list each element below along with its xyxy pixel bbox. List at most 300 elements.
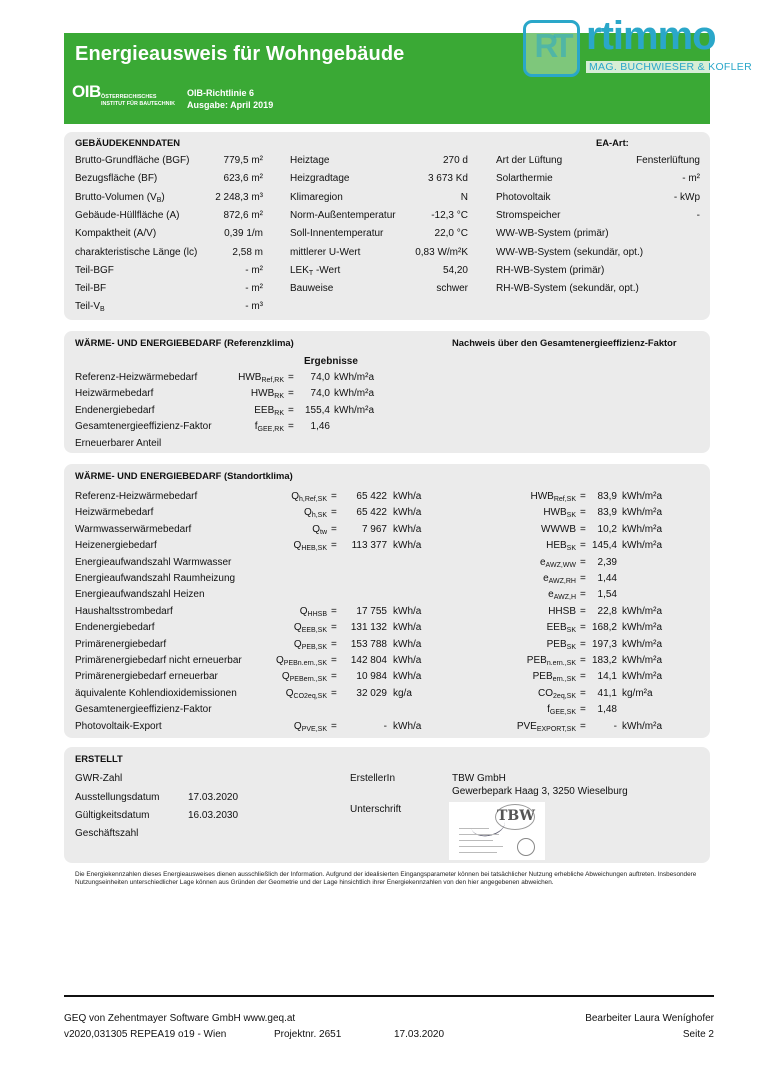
gebaeude-label-text: Bezugsfläche (BF) [75,173,158,185]
sk-symbol-specific-main: HWB [530,491,554,502]
sk-symbol [245,721,327,733]
sk-symbol-specific-main: e [548,589,554,601]
sk-symbol-specific [470,557,576,569]
oib-institute-line-1: ÖSTERREICHISCHES [101,94,157,100]
sk-symbol-main: Q [299,605,308,617]
ausstellungsdatum-value: 17.03.2020 [188,792,239,803]
sk-symbol-subscript: HHSB [307,610,327,618]
oib-institute-line-2: INSTITUT FÜR BAUTECHNIK [101,100,175,107]
sk-equals: = [331,687,337,699]
ref-label: Endenergiebedarf [75,404,155,416]
klima-label [290,155,329,166]
klima-label-suffix: -Wert [313,264,341,276]
sk-symbol-subscript: h,Ref,SK [298,496,327,503]
sk-label: Warmwasserwärmebedarf [75,523,192,535]
klima-label [290,265,340,277]
oib-logo: OIB [72,82,101,101]
sk-symbol [245,540,327,552]
sk-label: äquivalente Kohlendioxidemissionen [75,687,237,699]
klima-value: 22,0 °C [434,228,468,240]
ref-value: 74,0 [310,388,330,400]
footer-page-number: Seite 2 [682,1029,714,1040]
document-title: Energieausweis für Wohngebäude [75,43,405,65]
gebaeude-value: 0,39 1/m [224,228,263,240]
ref-symbol-main: HWB [238,372,262,383]
klima-label-text: mittlerer U-Wert [290,246,361,258]
gebaeude-value: - m³ [245,301,263,313]
ref-symbol-subscript: Ref,RK [261,377,284,384]
sk-equals: = [331,491,337,502]
sk-unit: kWh/a [393,491,422,502]
sk-label: Energieaufwandszahl Warmwasser [75,556,232,568]
ausstellungsdatum-label: Ausstellungsdatum [75,792,160,803]
gebaeude-label-text: Teil-V [75,301,101,313]
gebaeude-label [75,155,189,166]
sk-unit: kWh/a [393,638,422,650]
sk-symbol-specific-subscript: AWZ,RH [548,578,576,585]
klima-value: 3 673 Kd [427,173,468,185]
ref-unit: kWh/m²a [334,372,374,383]
sk-symbol-specific [470,622,576,634]
geschaeftszahl-label: Geschäftszahl [75,828,139,839]
sk-symbol-main: Q [285,687,294,699]
sk-value: 7 967 [361,523,387,535]
sk-equals-specific: = [580,556,586,568]
sk-unit: kWh/a [393,655,422,666]
sk-equals: = [331,605,337,617]
ersteller-address: Gewerbepark Haag 3, 3250 Wieselburg [452,786,628,797]
sk-symbol-specific-subscript: SK [566,545,576,553]
technik-label: WW-WB-System (primär) [496,228,609,240]
gebaeude-value: - m² [245,283,263,295]
sk-equals-specific: = [580,687,586,699]
ref-value: 155,4 [304,404,330,416]
sk-unit-specific: kWh/m²a [622,523,662,535]
sk-symbol-main: Q [293,622,302,634]
ausgabe-label: Ausgabe: April 2019 [187,100,274,110]
stamp-tbw-text: TBW [497,808,535,824]
technik-label: RH-WB-System (sekundär, opt.) [496,283,639,295]
sk-symbol-specific-main: EEB [546,622,567,634]
sk-value: 32 029 [356,687,387,699]
ersteller-name: TBW GmbH [452,773,506,784]
ref-unit: kWh/m²a [334,388,374,400]
ref-symbol [200,421,284,433]
sk-symbol-specific-main: e [539,556,546,568]
sk-symbol-specific-subscript: SK [566,627,576,635]
erstellt-title: ERSTELLT [75,753,123,764]
sk-label: Heizenergiebedarf [75,540,157,552]
sk-equals: = [331,671,337,683]
sk-unit: kWh/a [393,605,422,617]
sk-label: Referenz-Heizwärmebedarf [75,491,198,502]
sk-equals-specific: = [580,720,586,732]
gebaeude-label-text: Brutto-Grundfläche (BGF) [75,155,190,166]
ref-symbol-main: f [254,421,258,433]
sk-equals-specific: = [580,589,586,601]
klima-label [290,283,333,294]
disclaimer-text: Die Energiekennzahlen dieses Energieausweises dienen ausschließlich der Information. Aufgrund der idealisierten Eingangsparameter können bei tatsächlicher Nutzung erhebliche Abweichungen auftreten. Insbesondere Nutzungseinheiten unterschiedlicher Lage können aus Gründen der Geometrie und der Lage hinsichtlich ihrer Energiekennzahlen von den hier angegebenen abweichen. [75,871,697,887]
handwritten-signature [469,811,507,840]
ref-symbol [200,405,284,417]
sk-value-specific: - [613,720,617,732]
sk-unit-specific: kWh/m²a [622,638,662,650]
sk-symbol-specific-main: HEB [546,540,567,552]
oib-institute-name [101,94,175,107]
klima-value: schwer [436,283,468,295]
sk-unit-specific: kWh/m²a [622,605,662,617]
sk-symbol-specific [470,688,576,700]
sk-equals-specific: = [580,638,586,650]
gebaeude-label-suffix: ) [161,191,165,203]
sk-symbol-specific [470,491,576,503]
sk-unit: kg/a [393,687,412,699]
footer-date: 17.03.2020 [394,1029,445,1040]
ersteller-label: ErstellerIn [350,773,396,784]
gebaeude-label [75,247,197,258]
sk-value: 65 422 [356,491,387,502]
technik-value: Fensterlüftung [636,155,700,166]
sk-symbol-specific-subscript: SK [566,643,576,651]
klima-label-text: LEK [290,264,309,276]
sk-equals-specific: = [580,605,586,617]
sk-symbol-specific-subscript: AWZ,H [553,594,576,602]
sk-symbol-subscript: PEB,SK [301,643,327,651]
sk-symbol-specific-subscript: ern.,SK [552,676,576,684]
klima-label-text: Klimaregion [290,191,343,203]
sk-value-specific: 41,1 [597,687,617,699]
technik-label: Solarthermie [496,173,553,185]
ref-symbol-subscript: RK [274,393,284,401]
sk-equals-specific: = [580,671,586,683]
sk-value-specific: 168,2 [591,622,617,634]
sk-equals-specific: = [580,704,586,716]
sk-symbol-main: Q [293,540,302,552]
technik-label: RH-WB-System (primär) [496,264,605,276]
klima-value: 0,83 W/m²K [415,246,468,258]
unterschrift-label: Unterschrift [350,804,402,815]
technik-value: - m² [682,173,700,185]
sk-symbol-specific-main: PVE [516,720,537,732]
technik-label: Stromspeicher [496,209,561,221]
ea-art-label: EA-Art: [596,137,629,148]
sk-value-specific: 2,39 [597,556,617,568]
sk-unit-specific: kWh/m²a [622,507,662,519]
stamp-line [459,834,499,835]
sk-label: Haushaltsstrombedarf [75,605,173,617]
ergebnisse-heading: Ergebnisse [304,356,358,367]
gebaeude-label [75,192,165,204]
gebaeude-label-text: Brutto-Volumen (V [75,191,157,203]
sk-equals-specific: = [580,540,586,552]
gueltigkeitsdatum-label: Gültigkeitsdatum [75,810,150,821]
sk-symbol-specific-subscript: n.ern.,SK [546,660,576,667]
footer-bearbeiter: Bearbeiter Laura Weníghofer [585,1013,714,1024]
sk-symbol-specific-main: e [543,573,549,584]
technik-label: Photovoltaik [496,191,551,203]
sk-symbol-specific-subscript: SK [566,512,576,520]
sk-unit: kWh/a [393,671,422,683]
klima-label-text: Soll-Innentemperatur [290,228,384,240]
sk-symbol-subscript: tw [320,528,327,536]
gebaeude-label-text: charakteristische Länge (lc) [75,246,198,258]
sk-equals: = [331,540,337,552]
sk-value-specific: 22,8 [597,605,617,617]
sk-value-specific: 83,9 [597,507,617,519]
sk-equals-specific: = [580,622,586,634]
klima-label [290,228,383,239]
sk-symbol-main: Q [293,720,302,732]
gebaeude-label-text: Gebäude-Hüllfläche (A) [75,209,180,221]
sk-symbol-specific-subscript: Ref,SK [553,496,576,503]
sk-symbol-specific [470,671,576,683]
sk-value: 131 132 [350,622,387,634]
sk-symbol-specific [470,721,576,733]
klima-label [290,192,343,203]
ref-symbol [200,388,284,400]
sk-equals-specific: = [580,573,586,584]
sk-equals-specific: = [580,523,586,535]
sk-value: 65 422 [356,507,387,519]
nachweis-label: Nachweis über den Gesamtenergieeffizienz-Faktor [452,337,677,348]
sk-symbol-specific [470,655,576,667]
ref-value: 74,0 [310,372,330,383]
sk-equals: = [331,622,337,634]
technik-label: Art der Lüftung [496,155,563,166]
gebaeude-value: 2,58 m [232,246,263,258]
rtimmo-logo-letters: RT [534,27,569,64]
referenzklima-title: WÄRME- UND ENERGIEBEDARF (Referenzklima) [75,337,294,348]
ref-label: Erneuerbarer Anteil [75,437,162,449]
sk-value-specific: 1,54 [597,589,617,601]
footer-projekt: Projektnr. 2651 [274,1029,342,1040]
sk-value-specific: 1,44 [597,573,617,584]
sk-symbol-specific [470,573,576,585]
klima-label [290,247,360,258]
sk-value-specific: 183,2 [591,655,617,666]
sk-equals-specific: = [580,507,586,519]
sk-equals: = [331,507,337,519]
technik-value: - kWp [673,191,700,203]
sk-symbol-main: Q [304,507,312,519]
sk-symbol-subscript: h,SK [311,512,327,520]
ref-unit: kWh/m²a [334,404,374,416]
gebaeude-label-text: Teil-BGF [75,264,114,276]
klima-label-subscript: T [308,269,314,277]
sk-symbol-subscript: EEB,SK [301,627,327,635]
sk-equals: = [331,720,337,732]
rtimmo-logo-subtitle: MAG. BUCHWIESER & KOFLER [586,61,755,73]
gebaeude-label [75,301,105,313]
gebaeude-label [75,210,180,221]
sk-symbol-specific-main: PEB [526,655,547,666]
sk-unit: kWh/a [393,523,422,535]
sk-equals-specific: = [580,655,586,666]
sk-symbol-subscript: PEBern.,SK [289,676,327,684]
sk-symbol-specific [470,524,576,536]
sk-unit-specific: kWh/m²a [622,720,662,732]
sk-symbol-subscript: CO2eq,SK [293,692,327,700]
gebaeude-label-subscript: B [156,196,162,204]
ref-equals: = [288,421,294,433]
klima-value: 270 d [442,155,468,166]
sk-unit-specific: kWh/m²a [622,540,662,552]
ref-symbol-subscript: RK [274,409,284,417]
footer-version: v2020,031305 REPEA19 o19 - Wien [64,1029,227,1040]
sk-equals: = [331,638,337,650]
gebaeude-value: 623,6 m² [223,173,263,185]
sk-symbol-specific-subscript: GEE,SK [549,709,576,717]
sk-label: Heizwärmebedarf [75,507,154,519]
sk-symbol [245,688,327,700]
gebaeude-value: 872,6 m² [223,209,263,221]
gebaeude-label [75,173,157,184]
sk-symbol-specific [470,704,576,716]
sk-symbol [245,639,327,651]
sk-unit-specific: kWh/m²a [622,491,662,502]
sk-label: Primärenergiebedarf erneuerbar [75,671,218,683]
gebaeude-label-subscript: B [100,306,105,314]
sk-label: Primärenergiebedarf [75,638,167,650]
sk-symbol-subscript: PVE,SK [301,725,327,733]
richtlinie-label: OIB-Richtlinie 6 [187,88,255,98]
sk-unit-specific: kWh/m²a [622,655,662,666]
ref-equals: = [288,388,294,400]
footer-divider [64,995,714,997]
stamp-line [459,828,489,829]
ref-symbol [200,372,284,384]
sk-symbol-main: Q [293,638,302,650]
sk-label: Gesamtenergieeffizienz-Faktor [75,704,212,716]
sk-value: - [383,720,387,732]
sk-value: 142 804 [350,655,387,666]
sk-label: Energieaufwandszahl Heizen [75,589,205,601]
klima-label [290,173,349,184]
sk-symbol-specific-subscript: 2eq,SK [553,692,576,700]
sk-value: 153 788 [350,638,387,650]
sk-symbol [245,524,327,536]
rtimmo-logo-mark [523,20,580,77]
ref-symbol-main: HWB [250,388,275,400]
klima-label [290,210,396,221]
ref-symbol-subscript: GEE,RK [257,426,284,434]
sk-symbol [245,622,327,634]
sk-value-specific: 10,2 [597,523,617,535]
sk-symbol-main: Q [281,671,290,683]
klima-value: N [460,191,468,203]
sk-symbol-subscript: PEBn.ern.,SK [283,660,327,667]
sk-symbol [245,507,327,519]
sk-symbol [245,671,327,683]
klima-label-text: Heizgradtage [290,173,350,185]
gebaeude-value: 779,5 m² [223,155,263,166]
referenzklima-section [64,331,710,453]
sk-equals: = [331,655,337,666]
sk-symbol-specific [470,589,576,601]
gebaeude-label-text: Kompaktheit (A/V) [75,228,157,240]
gebaeude-section-title: GEBÄUDEKENNDATEN [75,137,181,148]
sk-symbol [245,606,327,618]
gebaeude-label [75,228,156,239]
footer-software: GEQ von Zehentmayer Software GmbH www.geq.at [64,1013,296,1024]
gwr-label: GWR-Zahl [75,773,123,784]
sk-symbol-specific-main: CO [538,687,554,699]
sk-unit-specific: kg/m²a [622,687,653,699]
stamp-line [459,840,493,841]
signature-stamp-image [449,802,545,860]
technik-label: WW-WB-System (sekundär, opt.) [496,246,644,258]
gueltigkeitsdatum-value: 16.03.2030 [188,810,239,821]
gebaeude-label-text: Teil-BF [75,283,107,295]
sk-value: 10 984 [356,671,387,683]
stamp-seal [517,838,535,856]
klima-label-text: Norm-Außentemperatur [290,209,396,221]
sk-symbol-specific-main: WWWB [541,523,576,535]
sk-unit-specific: kWh/m²a [622,622,662,634]
sk-symbol-specific-main: HHSB [548,605,576,617]
sk-symbol [245,655,327,667]
gebaeude-label [75,265,114,276]
sk-value: 17 755 [356,605,387,617]
sk-unit: kWh/a [393,540,422,552]
gebaeude-value: - m² [245,264,263,276]
sk-value-specific: 14,1 [597,671,617,683]
sk-symbol-specific-main: PEB [532,671,553,683]
sk-symbol-specific-subscript: AWZ,WW [545,561,576,569]
sk-unit: kWh/a [393,720,422,732]
klima-label-text: Bauweise [290,283,334,295]
sk-unit: kWh/a [393,507,422,519]
sk-symbol-specific [470,606,576,618]
ref-value: 1,46 [310,421,330,433]
klima-value: -12,3 °C [431,209,468,221]
sk-symbol-main: Q [276,655,284,666]
sk-equals: = [331,523,337,535]
ref-equals: = [288,404,294,416]
ref-symbol-main: EEB [254,404,275,416]
sk-value: 113 377 [351,540,387,552]
sk-symbol-specific-main: f [547,704,550,716]
sk-value-specific: 83,9 [597,491,617,502]
sk-label: Endenergiebedarf [75,622,155,634]
sk-symbol-specific [470,507,576,519]
standortklima-title: WÄRME- UND ENERGIEBEDARF (Standortklima) [75,470,293,481]
ref-label: Referenz-Heizwärmebedarf [75,372,198,383]
stamp-line [459,846,503,847]
gebaeude-label [75,283,106,294]
technik-value: - [696,209,700,221]
sk-equals-specific: = [580,491,586,502]
sk-symbol-specific [470,639,576,651]
sk-symbol-main: Q [312,523,320,535]
ref-label: Heizwärmebedarf [75,388,154,400]
sk-value-specific: 1,48 [597,704,617,716]
sk-value-specific: 145,4 [591,540,617,552]
sk-symbol-subscript: HEB,SK [301,545,327,553]
gebaeude-value: 2 248,3 m³ [215,191,263,203]
sk-symbol-main: Q [291,491,299,502]
ref-label: Gesamtenergieeffizienz-Faktor [75,421,212,433]
klima-label-text: Heiztage [290,155,330,166]
rtimmo-logo-text: rtimmo [586,14,716,58]
sk-symbol-specific [470,540,576,552]
sk-label: Photovoltaik-Export [75,720,162,732]
sk-symbol-specific-subscript: EXPORT,SK [536,725,576,733]
sk-symbol-specific-main: HWB [543,507,567,519]
sk-symbol-specific-main: PEB [546,638,567,650]
sk-value-specific: 197,3 [591,638,617,650]
ref-equals: = [288,372,294,383]
